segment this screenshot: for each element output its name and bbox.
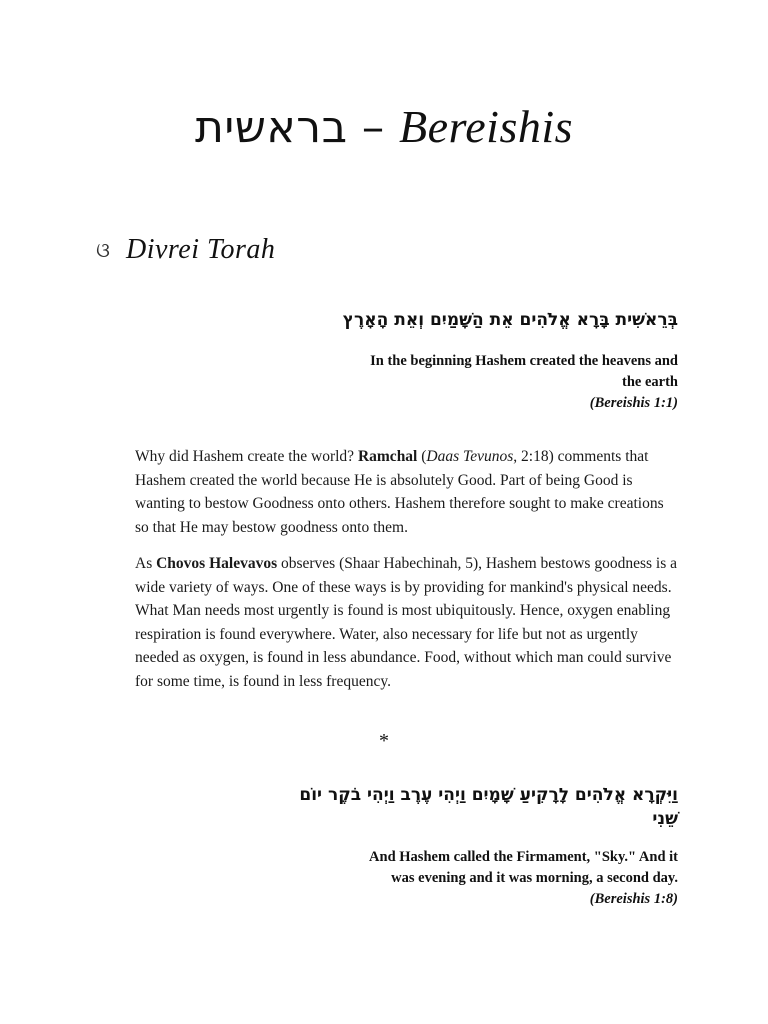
section-title: Divrei Torah [126, 234, 276, 265]
paragraph [135, 445, 680, 539]
verse-hebrew: שֵׁנִי [652, 809, 678, 829]
verse-hebrew: וַיִּקְרָא אֱלֹהִים לָרָקִיעַ שָׁמָיִם וַיְהִי עֶרֶב וַיְהִי בֹקֶר יוֹם [299, 785, 678, 805]
translation-line: was evening and it was morning, a second day. [391, 870, 678, 886]
author-name: Chovos Halevavos [156, 555, 278, 572]
ornament-icon: ଓ [96, 238, 110, 262]
source-title: Daas Tevunos [426, 448, 514, 465]
verse-block-1 [343, 308, 678, 332]
paragraph [135, 552, 680, 694]
section-divider: * [379, 730, 389, 752]
text-run: Why did Hashem create the world? [135, 448, 358, 465]
title-latin: Bereishis [399, 101, 574, 152]
verse-translation-1 [370, 351, 678, 414]
verse-block-2 [299, 783, 678, 831]
translation-line: the earth [622, 374, 678, 390]
verse-hebrew: בְּרֵאשִׁית בָּרָא אֱלֹהִים אֵת הַשָּׁמַיִם וְאֵת הָאָרֶץ [342, 310, 678, 330]
title-hebrew: בראשית [194, 102, 348, 153]
verse-citation: (Bereishis 1:8) [589, 891, 678, 907]
section-heading [90, 234, 275, 266]
translation-line: And Hashem called the Firmament, "Sky." And it [369, 849, 678, 865]
verse-citation: (Bereishis 1:1) [589, 395, 678, 411]
text-run: , 2:18) comments that Hashem created the world because He is absolutely Good. Part of being Good is wanting to bestow Goodness onto others. Hashem therefore sought to make creations so that He may bestow goodness onto them. [135, 448, 664, 536]
translation-line: In the beginning Hashem created the heavens and [370, 353, 678, 369]
page-title [0, 100, 768, 153]
text-run: As [135, 555, 157, 572]
title-separator: – [347, 102, 400, 153]
author-name: Ramchal [357, 448, 418, 465]
text-run: ( [417, 448, 427, 465]
verse-translation-2 [369, 847, 678, 910]
text-run: observes (Shaar Habechinah, 5), Hashem bestows goodness is a wide variety of ways. One of these ways is by providing for mankind's physical needs. What Man needs most urgently is found is most ubiquitously. Hence, oxygen enabling respiration is found everywhere. Water, also necessary for life but not as urgently needed as oxygen, is found in less abundance. Food, without which man could survive for some time, is found in less frequency. [135, 555, 677, 690]
